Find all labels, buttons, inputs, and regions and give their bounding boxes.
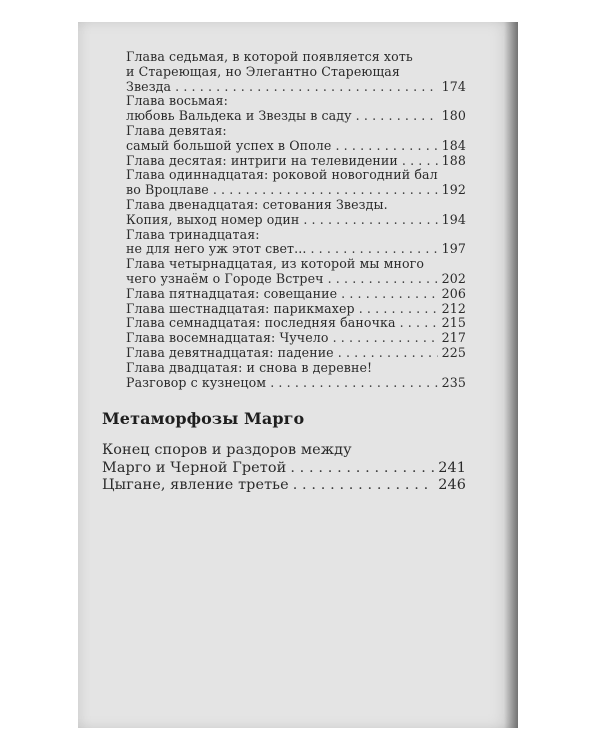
toc-entry [126, 198, 466, 228]
toc-page-number: 212 [441, 300, 466, 316]
dot-leader [402, 154, 438, 169]
toc-entry-line: Копия, выход номер один [126, 211, 300, 227]
toc-entry-line: и Стареющая, но Элегантно Стареющая [126, 63, 400, 79]
dot-leader [293, 477, 435, 495]
toc-page-number: 217 [441, 330, 466, 346]
page-spine-shadow [504, 22, 518, 728]
toc-entry-line: Глава одиннадцатая: роковой новогодний бал [126, 167, 438, 183]
toc-page-number: 180 [441, 108, 466, 124]
toc-entries [126, 50, 466, 390]
dot-leader [359, 302, 438, 317]
toc-entry [102, 442, 466, 477]
book-page [78, 22, 518, 728]
dot-leader [303, 213, 437, 228]
toc-entry-line: любовь Вальдека и Звезды в саду [126, 108, 352, 124]
toc-entry [126, 361, 466, 376]
toc-page-number: 184 [441, 137, 466, 153]
dot-leader [341, 287, 438, 302]
toc-entry-line: Глава двенадцатая: сетования Звезды. [126, 196, 388, 212]
toc-page-number: 246 [438, 477, 466, 494]
toc-page-number: 192 [441, 182, 466, 198]
toc-entry [126, 302, 466, 317]
dot-leader [213, 183, 438, 198]
toc-entry [126, 154, 466, 169]
toc-page-number: 174 [441, 78, 466, 94]
toc-page-number: 225 [441, 344, 466, 360]
dot-leader [333, 331, 438, 346]
toc-entry-line: Глава восьмая: [126, 93, 228, 109]
dot-leader [335, 139, 437, 154]
toc-entry [126, 346, 466, 361]
toc-page-number: 197 [441, 241, 466, 257]
toc-page-number: 235 [441, 374, 466, 390]
toc-page-number: 215 [441, 315, 466, 331]
toc-entry [102, 477, 466, 495]
toc-entry-line: Глава девятнадцатая: падение [126, 344, 334, 360]
toc-entry [126, 94, 466, 124]
section-title: Метаморфозы Марго [102, 409, 305, 429]
toc-entry-line: Глава тринадцатая: [126, 226, 260, 242]
toc-entry-line: Глава семнадцатая: последняя баночка [126, 315, 396, 331]
toc-page-number: 188 [441, 152, 466, 168]
toc-page-number: 241 [438, 459, 466, 476]
toc-entry-line: самый большой успех в Ополе [126, 137, 332, 153]
toc-entry [126, 287, 466, 302]
toc-entry-line: Глава восемнадцатая: Чучело [126, 330, 329, 346]
toc-entry-line: Цыгане, явление третье [102, 477, 289, 494]
toc-entry-line: Глава десятая: интриги на телевидении [126, 152, 398, 168]
toc-entry-line: Глава шестнадцатая: парикмахер [126, 300, 355, 316]
dot-leader [270, 376, 437, 391]
section-entries [102, 442, 466, 495]
dot-leader [356, 109, 438, 124]
dot-leader [400, 316, 438, 331]
dot-leader [175, 80, 438, 95]
table-of-contents [102, 49, 466, 495]
toc-entry [126, 50, 466, 94]
dot-leader [328, 272, 438, 287]
toc-page-number: 206 [441, 285, 466, 301]
dot-leader [310, 242, 437, 257]
toc-entry [126, 257, 466, 287]
toc-entry [126, 228, 466, 258]
toc-entry [126, 168, 466, 198]
toc-entry-line: во Вроцлаве [126, 182, 209, 198]
toc-entry-line: Глава четырнадцатая, из которой мы много [126, 256, 425, 272]
toc-entry [126, 331, 466, 346]
toc-entry-line: чего узнаём о Городе Встреч [126, 270, 324, 286]
toc-entry-line: Глава пятнадцатая: совещание [126, 285, 338, 301]
toc-entry-line: Звезда [126, 78, 172, 94]
toc-page-number: 194 [441, 211, 466, 227]
dot-leader [290, 460, 434, 478]
dot-leader [338, 346, 438, 361]
toc-entry [126, 376, 466, 391]
toc-entry-line: Глава седьмая, в которой появляется хоть [126, 49, 413, 64]
toc-entry [126, 124, 466, 154]
toc-entry-line: Глава двадцатая: и снова в деревне! [126, 359, 373, 375]
toc-entry-line: Глава девятая: [126, 122, 227, 138]
toc-entry-line: Конец споров и раздоров между [102, 442, 352, 459]
toc-page-number: 202 [441, 270, 466, 286]
toc-entry-line: не для него уж этот свет... [126, 241, 307, 257]
toc-entry-line: Разговор с кузнецом [126, 374, 267, 390]
toc-entry [126, 316, 466, 331]
toc-entry-line: Марго и Черной Гретой [102, 459, 287, 476]
